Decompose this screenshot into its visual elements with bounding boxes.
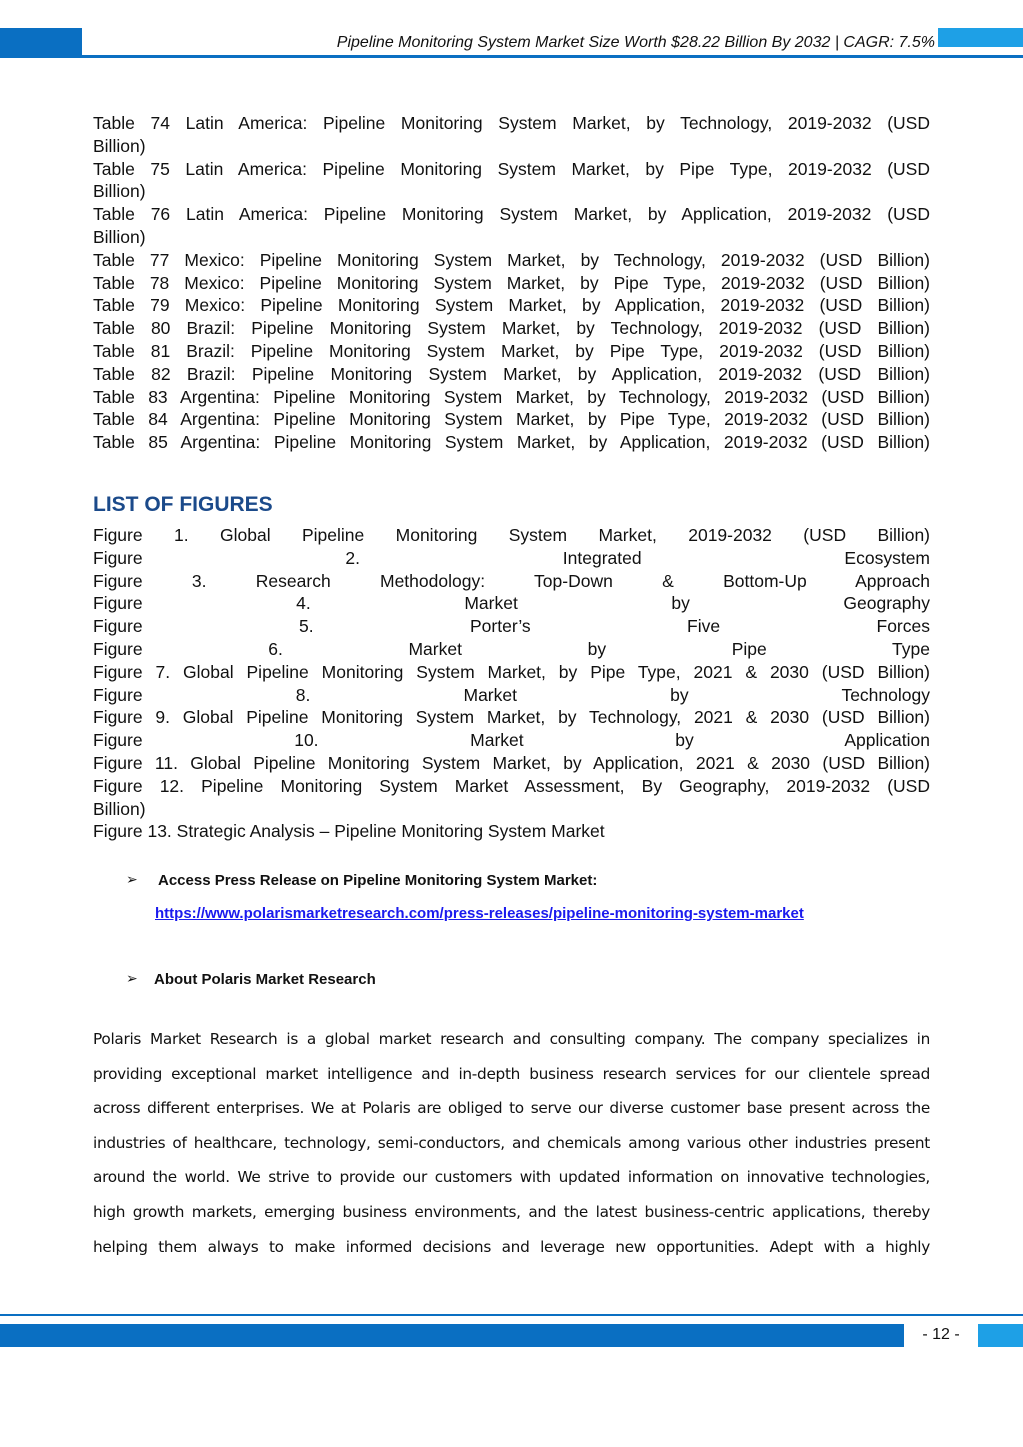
list-item: Figure 10. Market by Application [93, 730, 930, 751]
list-item: Table 80 Brazil: Pipeline Monitoring System Market, by Technology, 2019-2032 (USD Billion) [93, 318, 930, 339]
paragraph-line: helping them always to make informed decisions and leverage new opportunities. Adept with a highly [93, 1237, 930, 1256]
list-item: Table 76 Latin America: Pipeline Monitoring System Market, by Application, 2019-2032 (USD [93, 204, 930, 225]
list-item: Figure 11. Global Pipeline Monitoring System Market, by Application, 2021 & 2030 (USD Billion) [93, 752, 930, 773]
press-release-label: Access Press Release on Pipeline Monitoring System Market: [158, 872, 598, 889]
footer-bar [0, 1324, 904, 1347]
paragraph-line: around the world. We strive to provide our customers with updated information on innovative technologies, [93, 1168, 930, 1187]
list-item: Table 85 Argentina: Pipeline Monitoring System Market, by Application, 2019-2032 (USD Billion) [93, 432, 930, 453]
list-item: Figure 7. Global Pipeline Monitoring System Market, by Pipe Type, 2021 & 2030 (USD Billion) [93, 661, 930, 682]
list-item: Figure 6. Market by Pipe Type [93, 638, 930, 659]
list-item: Figure 4. Market by Geography [93, 593, 930, 614]
list-item: Figure 3. Research Methodology: Top-Down & Bottom-Up Approach [93, 570, 930, 591]
list-item: Figure 12. Pipeline Monitoring System Market Assessment, By Geography, 2019-2032 (USD [93, 775, 930, 796]
list-item: Figure 9. Global Pipeline Monitoring System Market, by Technology, 2021 & 2030 (USD Billion) [93, 707, 930, 728]
header-title: Pipeline Monitoring System Market Size Worth $28.22 Billion By 2032 | CAGR: 7.5% [336, 34, 935, 51]
paragraph-line: providing exceptional market intelligence and in-depth business research services for our clientele spread [93, 1064, 930, 1083]
figure-list [93, 524, 930, 843]
paragraph-line: high growth markets, emerging business environments, and the latest business-centric applications, thereby [93, 1202, 930, 1221]
paragraph-line: Polaris Market Research is a global market research and consulting company. The company specializes in [93, 1030, 930, 1048]
header-accent-left [0, 28, 82, 55]
arrow-bullet-icon: ➢ [126, 872, 138, 888]
list-item: Figure 13. Strategic Analysis – Pipeline Monitoring System Market [93, 821, 605, 842]
list-item: Table 84 Argentina: Pipeline Monitoring System Market, by Pipe Type, 2019-2032 (USD Billion) [93, 409, 930, 430]
list-item: Table 81 Brazil: Pipeline Monitoring System Market, by Pipe Type, 2019-2032 (USD Billion) [93, 340, 930, 361]
table-list [93, 112, 930, 454]
footer-divider [0, 1314, 1023, 1316]
list-item: Billion) [93, 226, 146, 247]
list-item: Figure 5. Porter’s Five Forces [93, 616, 930, 637]
press-release-link[interactable]: https://www.polarismarketresearch.com/press-releases/pipeline-monitoring-system-market [155, 905, 804, 922]
list-item: Table 79 Mexico: Pipeline Monitoring System Market, by Application, 2019-2032 (USD Billion) [93, 295, 930, 316]
list-item: Figure 8. Market by Technology [93, 684, 930, 705]
list-item: Table 75 Latin America: Pipeline Monitoring System Market, by Pipe Type, 2019-2032 (USD [93, 158, 930, 179]
paragraph-line: across different enterprises. We at Polaris are obliged to serve our diverse customer base present across the [93, 1099, 930, 1118]
list-item: Table 78 Mexico: Pipeline Monitoring System Market, by Pipe Type, 2019-2032 (USD Billion) [93, 272, 930, 293]
list-item: Table 83 Argentina: Pipeline Monitoring System Market, by Technology, 2019-2032 (USD Billion) [93, 386, 930, 407]
list-item: Billion) [93, 135, 146, 156]
page-number: - 12 - [922, 1326, 960, 1343]
footer-accent-right [978, 1324, 1023, 1347]
arrow-bullet-icon: ➢ [126, 971, 138, 987]
about-paragraph [93, 1022, 930, 1264]
paragraph-line: industries of healthcare, technology, semi-conductors, and chemicals among various other industries present [93, 1133, 930, 1152]
main-content [93, 112, 930, 843]
list-item: Billion) [93, 181, 146, 202]
list-item: Table 82 Brazil: Pipeline Monitoring System Market, by Application, 2019-2032 (USD Billion) [93, 363, 930, 384]
header-divider [0, 55, 1023, 58]
header-accent-right [938, 28, 1023, 47]
list-item: Figure 2. Integrated Ecosystem [93, 547, 930, 568]
list-item: Table 74 Latin America: Pipeline Monitoring System Market, by Technology, 2019-2032 (USD [93, 113, 930, 133]
list-item: Figure 1. Global Pipeline Monitoring System Market, 2019-2032 (USD Billion) [93, 524, 930, 545]
about-heading: About Polaris Market Research [154, 971, 376, 988]
list-item: Billion) [93, 798, 146, 819]
figures-heading: LIST OF FIGURES [93, 492, 273, 516]
list-item: Table 77 Mexico: Pipeline Monitoring System Market, by Technology, 2019-2032 (USD Billion) [93, 249, 930, 270]
